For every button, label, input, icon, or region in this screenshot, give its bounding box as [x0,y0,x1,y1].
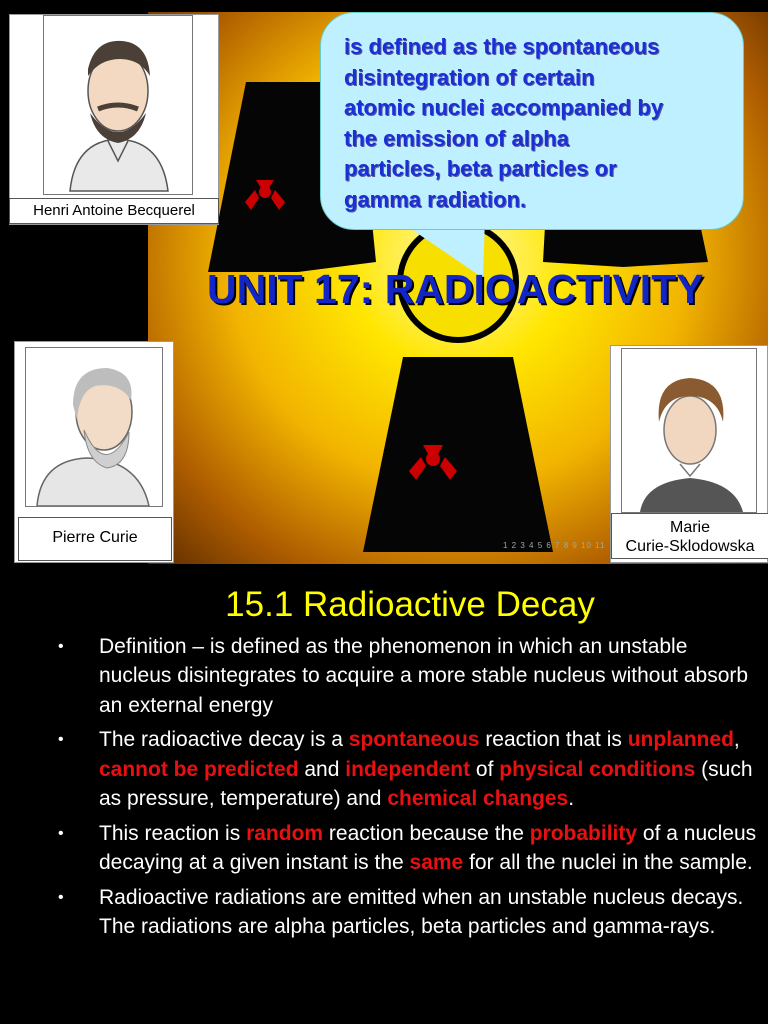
pierre-curie-face-icon [29,350,159,506]
marie-curie-portrait [610,345,768,563]
unit-title: UNIT 17: RADIOACTIVITY [207,266,704,312]
bullet-spontaneous: • The radioactive decay is a spontaneous reaction that is unplanned, cannot be predicted and independent of physical conditions (such as pressure, temperature) and chemical changes. [0,725,768,813]
bullet-list [0,632,768,947]
becquerel-caption: Henri Antoine Becquerel [9,198,219,224]
bullet-dot-icon: • [58,731,64,749]
section-title: 15.1 Radioactive Decay [225,585,595,624]
pierre-curie-portrait [14,341,174,563]
bullet-random: • This reaction is random reaction because the probability of a nucleus decaying at a given instant is the same for all the nuclei in the sample. [0,819,768,878]
becquerel-portrait [9,14,219,225]
bullet-definition: • Definition – is defined as the phenomenon in which an unstable nucleus disintegrates to acquire a more stable nucleus without absorb an external energy [0,632,768,720]
bullet-dot-icon: • [58,638,64,655]
marie-curie-face-icon [625,352,755,512]
bullet-dot-icon: • [58,824,64,842]
bullet-dot-icon: • [58,888,64,906]
becquerel-face-icon [50,21,186,193]
pierre-curie-caption: Pierre Curie [18,517,172,561]
definition-bubble-text: is defined as the spontaneous disintegration of certain atomic nuclei accompanied by the emission of alpha particles, beta particles or gamma radiation. [344,34,664,212]
bullet-radiations: • Radioactive radiations are emitted when an unstable nucleus decays. The radiations are alpha particles, beta particles and gamma-rays. [0,883,768,942]
marie-curie-caption: Marie Curie-Sklodowska [611,513,768,559]
slide-numbers: 1 2 3 4 5 6 7 8 9 10 11 [503,541,606,550]
